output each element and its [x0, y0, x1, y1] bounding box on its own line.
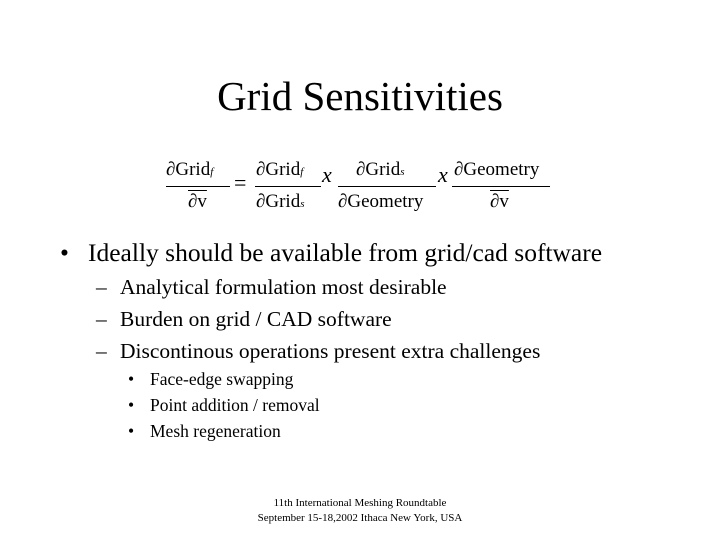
footer-line-1: 11th International Meshing Roundtable [273, 497, 447, 509]
term2-numerator: ∂Grids [356, 159, 405, 180]
dash-marker: – [96, 339, 107, 363]
bullet-marker: • [60, 238, 69, 267]
sub-sub-bullet-item [128, 394, 320, 416]
lhs-numerator: ∂Gridf [166, 159, 214, 180]
sub-bullet-item [96, 274, 447, 300]
sub-bullet-item [96, 338, 540, 364]
times-operator-1: x [322, 162, 332, 187]
bullet-text: Ideally should be available from grid/cad software [88, 238, 603, 267]
sub-bullet-text: Burden on grid / CAD software [120, 307, 392, 331]
term1-fraction-bar [255, 186, 321, 187]
sub-bullet-item [96, 306, 392, 332]
footer-line-2: September 15-18,2002 Ithaca New York, USA [257, 512, 463, 524]
term3-fraction-bar [452, 186, 550, 187]
bullet-marker: • [128, 369, 135, 389]
lhs-denominator: ∂v [188, 191, 207, 212]
sub-sub-bullet-item [128, 420, 281, 442]
lhs-fraction-bar [166, 186, 230, 187]
term3-numerator: ∂Geometry [454, 159, 540, 180]
equals-sign: = [234, 170, 247, 195]
bullet-marker: • [128, 421, 135, 441]
term1-numerator: ∂Gridf [256, 159, 304, 180]
bullet-marker: • [128, 395, 135, 415]
sub-bullet-text: Discontinous operations present extra challenges [120, 339, 541, 363]
term2-fraction-bar [338, 186, 436, 187]
sub-sub-bullet-item [128, 368, 293, 390]
sub-bullet-text: Analytical formulation most desirable [120, 275, 447, 299]
slide-title: Grid Sensitivities [217, 73, 503, 119]
bullet-item [60, 238, 602, 268]
term2-denominator: ∂Geometry [338, 191, 424, 212]
sub-sub-bullet-text: Mesh regeneration [150, 421, 281, 441]
times-operator-2: x [438, 162, 448, 187]
dash-marker: – [96, 307, 107, 331]
sub-sub-bullet-text: Face-edge swapping [150, 369, 294, 389]
sub-sub-bullet-text: Point addition / removal [150, 395, 320, 415]
term1-denominator: ∂Grids [256, 191, 305, 212]
term3-denominator: ∂v [490, 191, 509, 212]
dash-marker: – [96, 275, 107, 299]
